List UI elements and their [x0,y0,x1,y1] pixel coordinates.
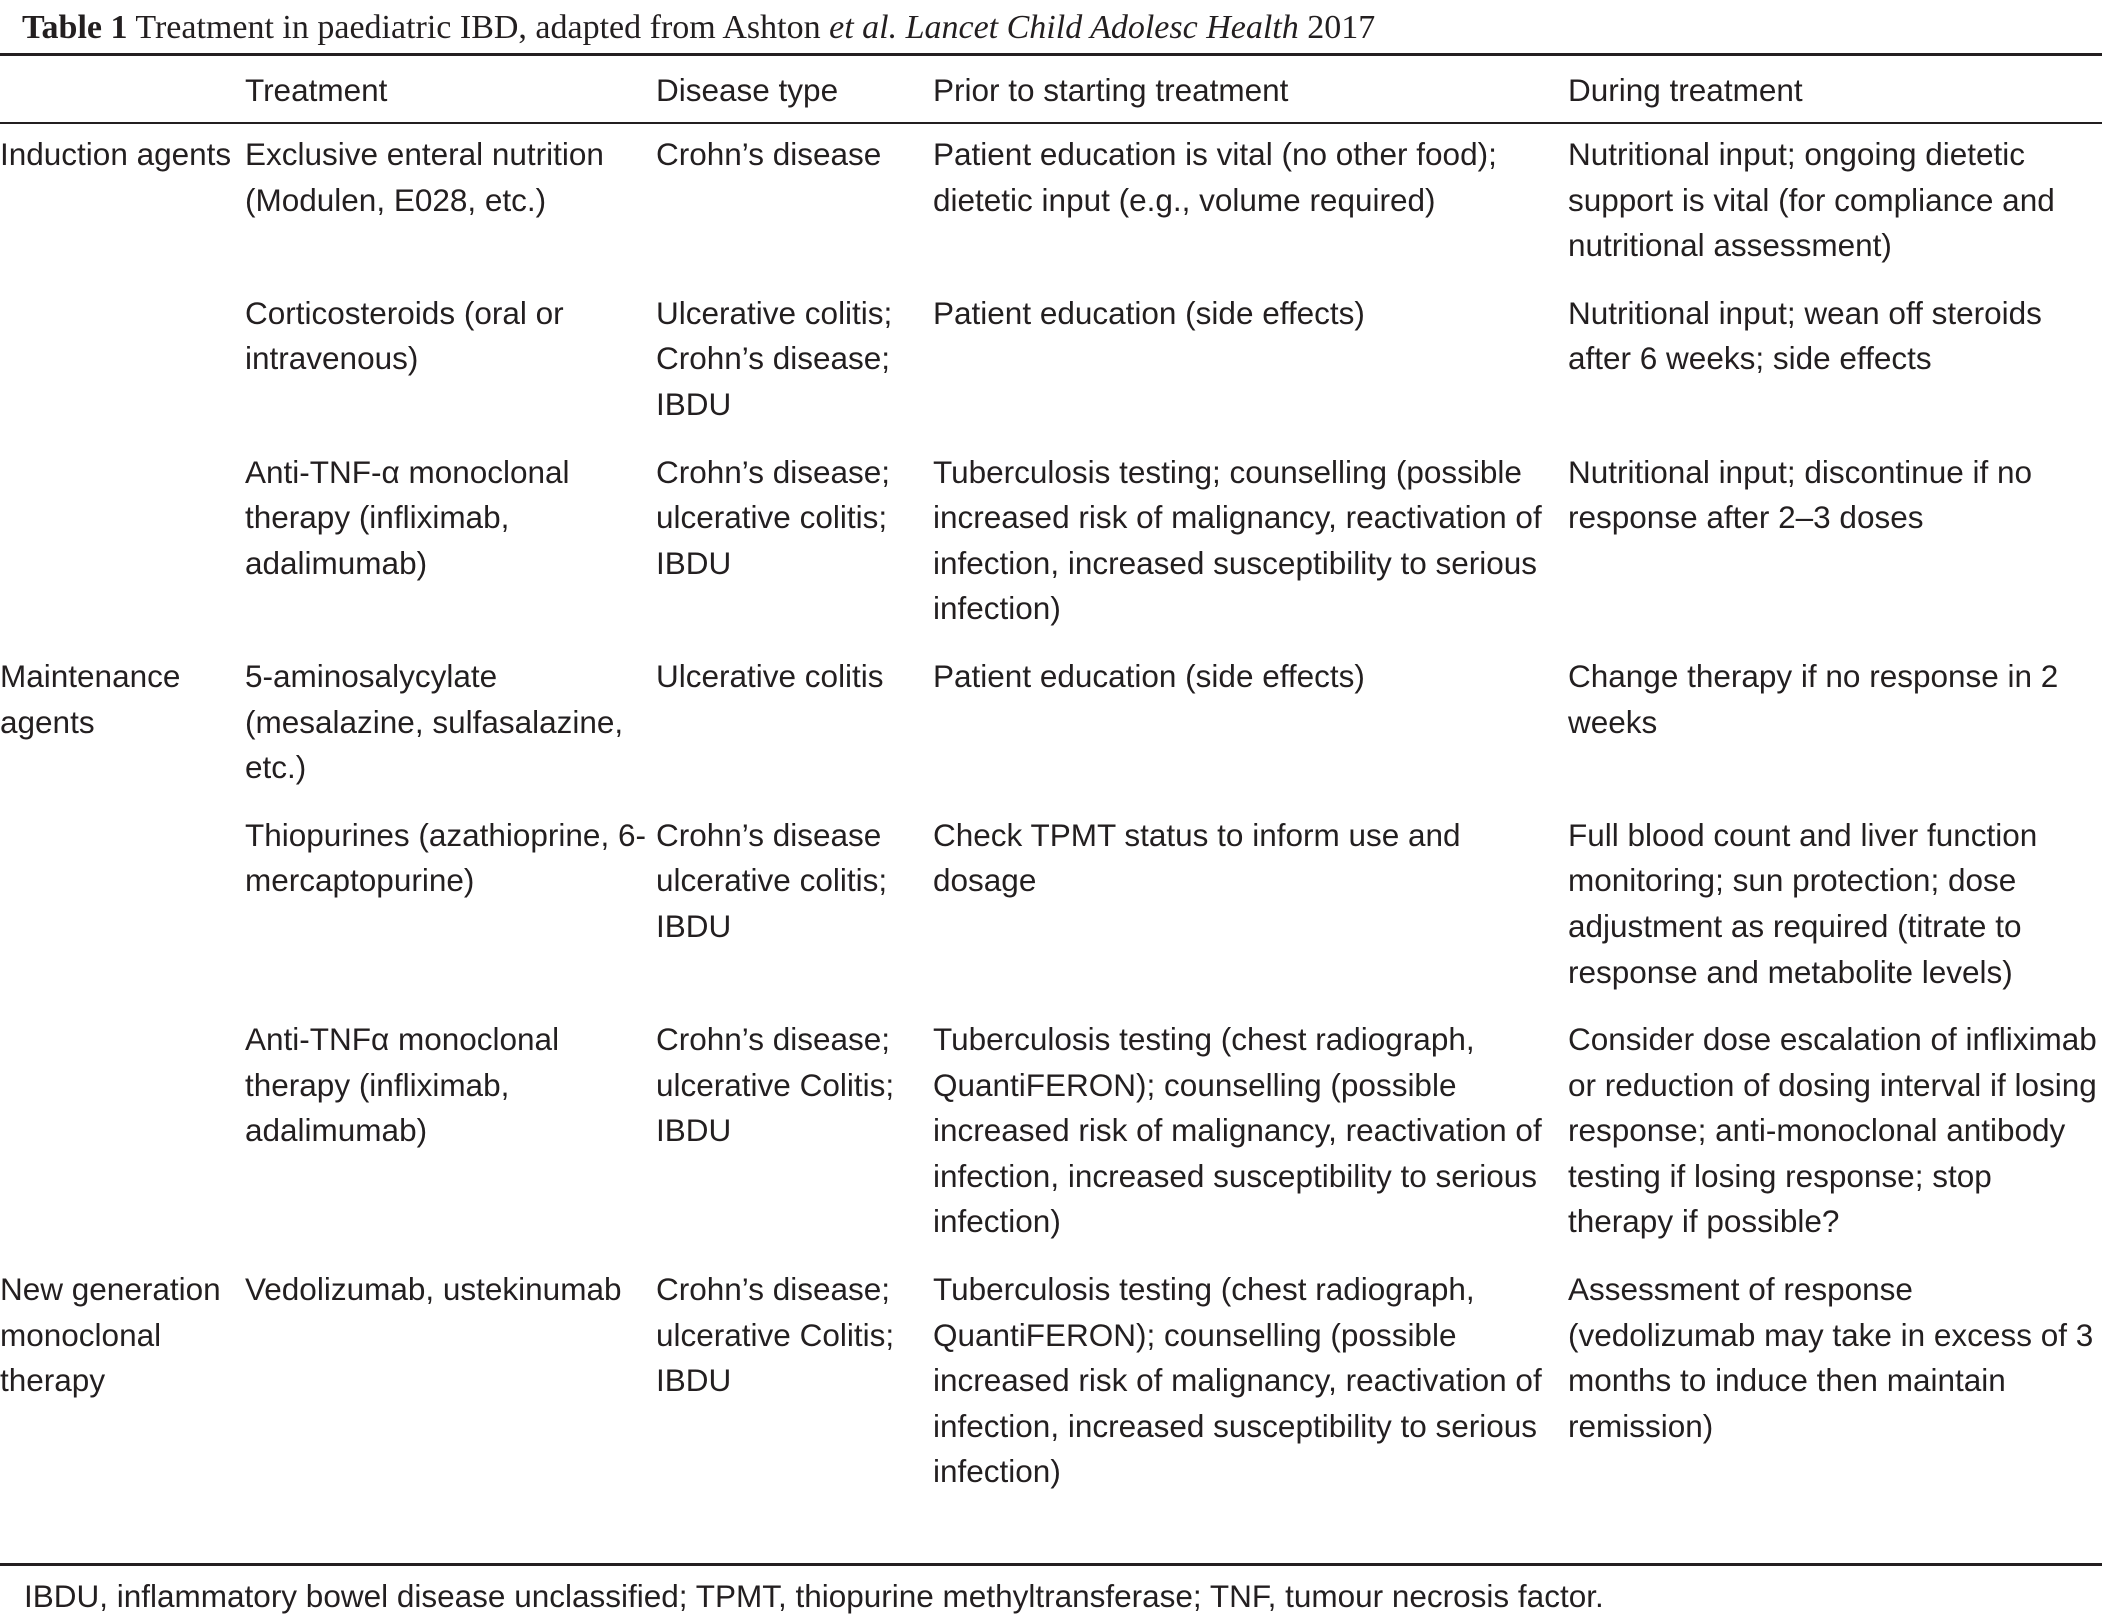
cell-disease-type: Ulcerative colitis [656,657,884,694]
cell-group: Maintenance agents [0,657,181,740]
table-body [0,122,2102,1495]
table-row [0,632,2102,791]
cell-disease-type: Crohn’s disease; ulcerative Colitis; IBDU [656,1271,895,1399]
caption-italic-journal: Lancet Child Adolesc Health [905,9,1299,46]
table-row [0,1245,2102,1495]
header-cell-during: During treatment [1568,72,1803,108]
caption-label: Table 1 [22,9,128,46]
cell-treatment: Vedolizumab, ustekinumab [245,1271,622,1308]
caption-text: Treatment in paediatric IBD, adapted from Ashton [127,9,830,46]
cell-during: Assessment of response (vedolizumab may take in excess of 3 months to induce then maintain remission) [1568,1271,2094,1444]
cell-during: Nutritional input; ongoing dietetic support is vital (for compliance and nutritional assessment) [1568,136,2055,264]
table-row [0,428,2102,632]
cell-group: New generation monoclonal therapy [0,1271,221,1399]
cell-during: Consider dose escalation of infliximab or reduction of dosing interval if losing response; anti-monoclonal antibody testing if losing response; stop therapy if possible? [1568,1021,2097,1240]
cell-group: Induction agents [0,136,232,172]
cell-disease-type: Crohn’s disease; ulcerative colitis; IBDU [656,453,891,581]
caption-space [897,9,906,46]
cell-treatment: Exclusive enteral nutrition (Modulen, E028, etc.) [245,136,604,218]
cell-during: Full blood count and liver function monitoring; sun protection; dose adjustment as required (titrate to response and metabolite levels) [1568,816,2038,990]
cell-group [0,428,245,632]
cell-disease-type: Crohn’s disease [656,136,882,172]
cell-prior: Patient education (side effects) [933,294,1365,331]
cell-during: Change therapy if no response in 2 weeks [1568,657,2059,740]
table-row [0,791,2102,995]
cell-during: Nutritional input; discontinue if no response after 2–3 doses [1568,453,2033,536]
cell-group [0,269,245,428]
bottom-rule [0,1563,2102,1566]
cell-treatment: Anti-TNFα monoclonal therapy (infliximab, adalimumab) [245,1021,560,1149]
cell-treatment: Anti-TNF-α monoclonal therapy (infliximab, adalimumab) [245,453,570,581]
table-row [0,269,2102,428]
header-cell-treatment: Treatment [245,72,388,108]
header-cell-prior: Prior to starting treatment [933,72,1289,108]
cell-disease-type: Ulcerative colitis; Crohn’s disease; IBDU [656,294,893,422]
treatment-table [0,56,2102,1495]
caption-italic-authors: et al. [829,9,898,46]
cell-disease-type: Crohn’s disease; ulcerative Colitis; IBDU [656,1021,895,1149]
cell-group [0,995,245,1245]
header-cell-group [0,56,245,122]
table-footnote: IBDU, inflammatory bowel disease unclassified; TPMT, thiopurine methyltransferase; TNF, tumour necrosis factor. [24,1578,1604,1614]
table-header [0,56,2102,122]
cell-treatment: Thiopurines (azathioprine, 6-mercaptopurine) [245,816,646,899]
cell-prior: Tuberculosis testing (chest radiograph, QuantiFERON); counselling (possible increased risk of malignancy, reactivation of infection, increased susceptibility to serious infection) [933,1021,1542,1240]
cell-treatment: 5-aminosalycylate (mesalazine, sulfasalazine, etc.) [245,657,624,786]
header-cell-disease-type: Disease type [656,72,839,108]
table-row [0,122,2102,269]
cell-prior: Tuberculosis testing; counselling (possible increased risk of malignancy, reactivation of infection, increased susceptibility to serious infection) [933,453,1542,627]
table-row [0,995,2102,1245]
cell-prior: Patient education is vital (no other food); dietetic input (e.g., volume required) [933,136,1497,218]
header-row [0,56,2102,122]
cell-group [0,791,245,995]
cell-prior: Check TPMT status to inform use and dosage [933,816,1461,899]
table-caption [22,6,2082,50]
cell-prior: Tuberculosis testing (chest radiograph, QuantiFERON); counselling (possible increased risk of malignancy, reactivation of infection, increased susceptibility to serious infection) [933,1271,1542,1490]
caption-year: 2017 [1298,9,1376,46]
cell-treatment: Corticosteroids (oral or intravenous) [245,294,564,377]
cell-during: Nutritional input; wean off steroids after 6 weeks; side effects [1568,294,2042,377]
cell-prior: Patient education (side effects) [933,657,1365,694]
cell-disease-type: Crohn’s disease ulcerative colitis; IBDU [656,816,888,944]
